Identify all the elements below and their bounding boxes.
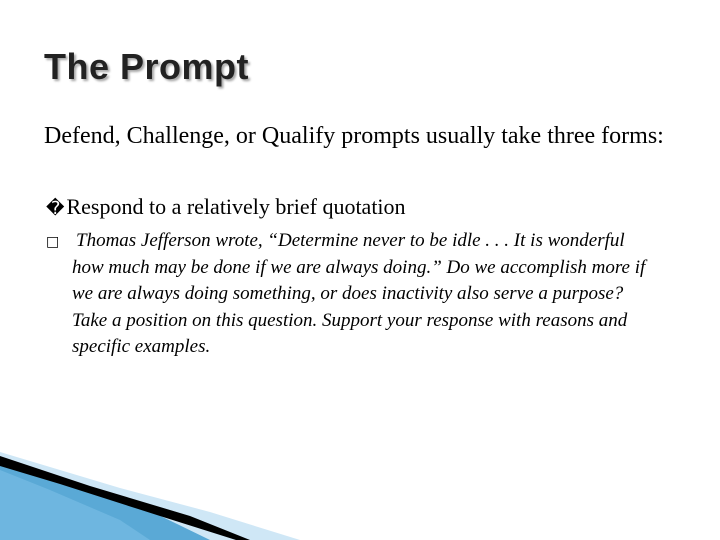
sub-bullet-box-icon: □ — [46, 234, 60, 250]
bullet-box-icon: � — [46, 198, 65, 219]
intro-text: Defend, Challenge, or Qualify prompts usually take three forms: — [44, 123, 664, 149]
quotation-prompt: Thomas Jefferson wrote, “Determine never to be idle . . . It is wonderful how much may be done if we are always doing.” Do we accomplish more if we are always doing something, or does inactivity also serve a purpose? Take a position on this question. Support your response with reasons and specific examples. — [72, 230, 646, 357]
slide-title: The Prompt — [44, 46, 250, 87]
bullet-level1-text: Respond to a relatively brief quotation — [66, 194, 406, 219]
